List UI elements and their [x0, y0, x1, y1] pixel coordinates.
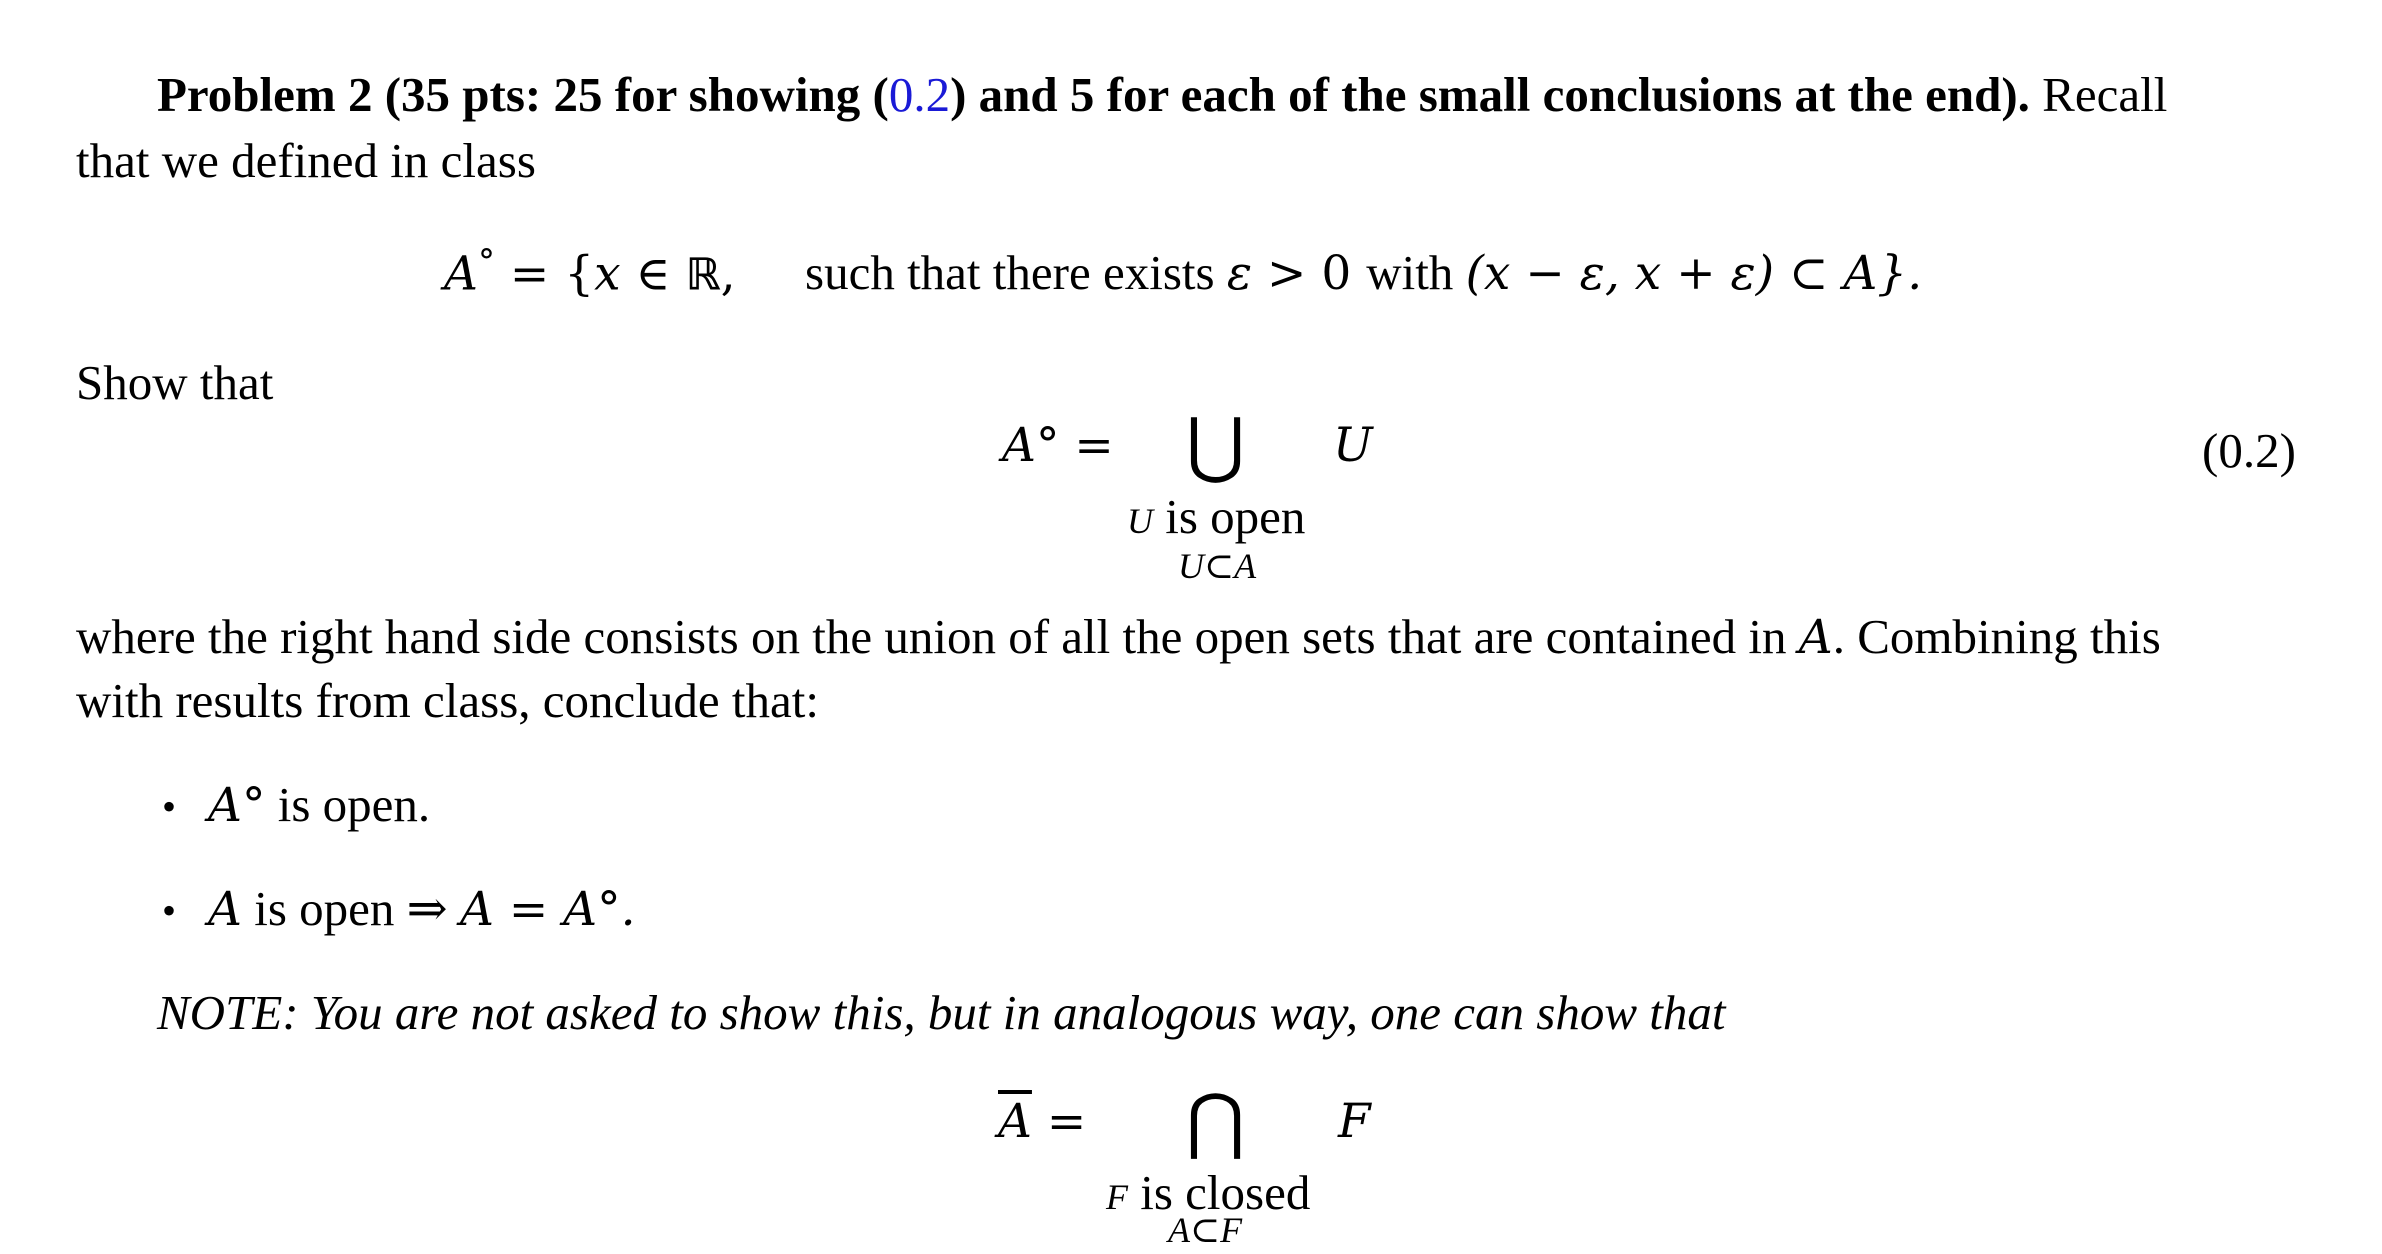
- problem-heading-prefix: Problem 2 (35 pts: 25 for showing (: [157, 67, 889, 122]
- def-with: with: [1366, 245, 1454, 300]
- def-epsilon: ε: [1226, 246, 1253, 301]
- bullet-icon: •: [162, 888, 177, 933]
- def-gt-zero: > 0: [1252, 246, 1367, 301]
- union-cond-text: is open: [1153, 489, 1306, 544]
- conclusion-1-math: A°: [208, 778, 266, 833]
- problem-heading-line: [157, 67, 2168, 122]
- explanation-line1-a: where the right hand side consists on the union of all the open sets that are contained in: [76, 609, 1787, 664]
- closure-A: $\overline{A}$: [998, 1094, 1032, 1149]
- def-such-that: such that there exists: [805, 245, 1215, 300]
- conclusion-1-text: is open.: [265, 777, 431, 832]
- bullet-icon: •: [162, 784, 177, 829]
- definition-condition: [805, 245, 1923, 301]
- intersection-set-F: F: [1338, 1094, 1371, 1149]
- intersection-eq: =: [1031, 1094, 1087, 1149]
- explanation-line-2: with results from class, conclude that:: [76, 673, 819, 728]
- explanation-line1-b: . Combining this: [1832, 609, 2161, 664]
- conclusion-2-text: is open ⇒: [241, 881, 460, 936]
- conclusion-2-math: A: [208, 882, 242, 937]
- show-that-label: Show that: [76, 355, 274, 410]
- conclusion-item-2: [208, 881, 636, 937]
- union-lhs: [1002, 418, 1114, 473]
- def-comma: ,: [720, 246, 736, 302]
- conclusion-item-1: [208, 777, 431, 833]
- problem-heading-suffix: ) and 5 for each of the small conclusions at the end).: [950, 67, 2030, 122]
- definition-equation: [444, 242, 736, 302]
- intersection-subcondition: A⊂F: [1168, 1210, 1243, 1250]
- intro-line-2: that we defined in class: [76, 133, 536, 188]
- union-lhs-text: A° =: [1002, 418, 1114, 473]
- union-cond-var: U: [1127, 501, 1153, 541]
- def-x: x: [594, 246, 621, 302]
- union-operator-icon: ⋃: [1186, 402, 1246, 486]
- def-R: ℝ: [685, 249, 721, 301]
- def-A: A: [444, 246, 478, 302]
- def-interval: (x − ε, x + ε) ⊂ A}.: [1465, 246, 1923, 301]
- explanation-line-1: [76, 609, 2161, 665]
- intersection-operator-icon: ⋂: [1186, 1078, 1246, 1162]
- equation-number: (0.2): [2202, 423, 2296, 478]
- equation-reference-link[interactable]: 0.2: [888, 67, 951, 122]
- intersection-cond-text: is closed: [1128, 1165, 1311, 1220]
- explanation-A: A: [1798, 610, 1833, 665]
- union-set-U: U: [1333, 418, 1373, 473]
- union-condition: [1127, 489, 1306, 544]
- note-text: NOTE: You are not asked to show this, but in analogous way, one can show that: [157, 985, 1726, 1040]
- conclusion-2-math2: A = A°.: [459, 882, 636, 937]
- union-subcondition: U⊂A: [1178, 546, 1257, 586]
- def-in: ∈: [620, 246, 686, 302]
- intersection-lhs: [998, 1094, 1087, 1149]
- intersection-cond-var: F: [1106, 1177, 1128, 1217]
- intro-tail: Recall: [2042, 67, 2168, 122]
- def-circ: °: [477, 242, 495, 282]
- def-eq: = {: [494, 246, 595, 302]
